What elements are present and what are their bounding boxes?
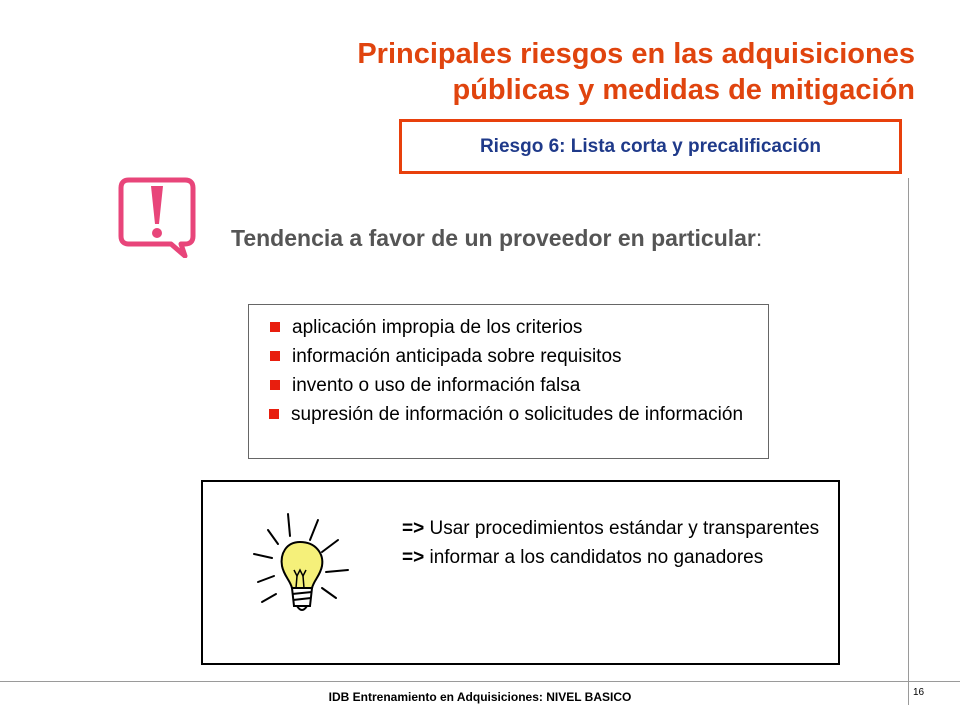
footer-text: IDB Entrenamiento en Adquisiciones: NIVEL BASICO [328, 690, 632, 704]
risk-label-box [399, 119, 902, 174]
risk-item-text: información anticipada sobre requisitos [292, 346, 622, 367]
tendency-text: Tendencia a favor de un proveedor en particular [231, 225, 756, 251]
bullet-square-icon [270, 380, 280, 390]
page-number: 16 [913, 687, 925, 698]
bullet-square-icon [269, 409, 279, 419]
slide-title [215, 36, 915, 108]
risk-list-box [248, 304, 769, 459]
tendency-heading [231, 225, 762, 252]
mitigation-item [402, 514, 822, 543]
list-item [259, 371, 758, 400]
light-bulb-icon [250, 510, 358, 625]
list-item [259, 313, 758, 342]
risk-label: Riesgo 6: Lista corta y precalificación [479, 135, 822, 157]
arrow-marker: => [402, 518, 425, 539]
mitigation-text [402, 514, 822, 572]
exclamation-speech-bubble-icon [115, 176, 197, 258]
mitigation-item-text: Usar procedimientos estándar y transparentes [429, 518, 820, 539]
risk-item-text: supresión de información o solicitudes de información [291, 404, 744, 425]
slide-title-line-2: públicas y medidas de mitigación [452, 74, 915, 106]
bullet-square-icon [270, 351, 280, 361]
vertical-divider [908, 178, 909, 705]
footer-divider [0, 681, 960, 682]
risk-item-text: invento o uso de información falsa [292, 375, 581, 396]
mitigation-item [402, 543, 822, 572]
risk-item-text: aplicación impropia de los criterios [292, 317, 583, 338]
slide-title-line-1: Principales riesgos en las adquisiciones [357, 38, 915, 70]
list-item [258, 400, 758, 429]
bullet-square-icon [270, 322, 280, 332]
arrow-marker: => [402, 547, 425, 568]
mitigation-item-text: informar a los candidatos no ganadores [429, 547, 764, 568]
list-item [259, 342, 758, 371]
tendency-colon: : [755, 225, 763, 251]
